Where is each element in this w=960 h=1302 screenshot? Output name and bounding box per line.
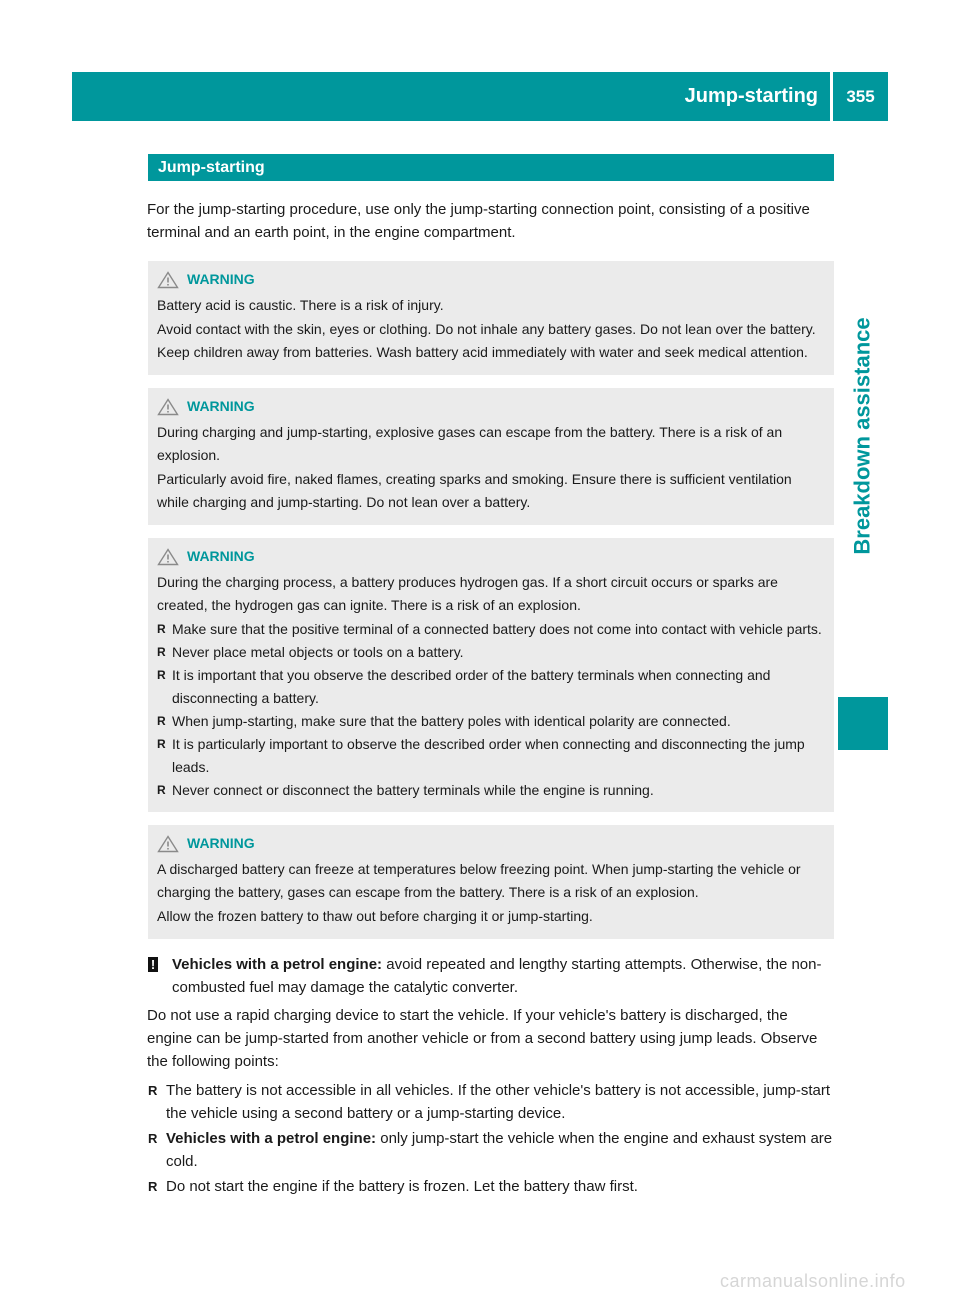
- warning-label: WARNING: [187, 398, 255, 414]
- warning-box-1: [148, 261, 834, 375]
- chapter-tab: [838, 121, 888, 751]
- header-title: Jump-starting: [684, 85, 818, 107]
- caution-note: [148, 953, 834, 999]
- warning-label: WARNING: [187, 835, 255, 851]
- bullet-marker: R: [157, 783, 166, 797]
- warning-heading: [157, 395, 825, 418]
- page-number: 355: [846, 86, 875, 106]
- bullet-marker: R: [148, 1179, 158, 1194]
- warning-label: WARNING: [187, 548, 255, 564]
- bullet-marker: R: [157, 622, 166, 636]
- bullet-marker: R: [148, 1083, 158, 1098]
- warning-bullet: R It is particularly important to observe the described order when connecting and disconnecting the jump leads.: [157, 733, 825, 779]
- warning-text: During charging and jump-starting, explosive gases can escape from the battery. There is a risk of an explosion.: [157, 424, 783, 463]
- bullet-marker: R: [157, 668, 166, 682]
- chapter-tab-label: Breakdown assistance: [850, 317, 876, 555]
- warning-triangle-icon: [157, 271, 179, 289]
- bullet-marker: R: [148, 1131, 158, 1146]
- bullet-marker: R: [157, 645, 166, 659]
- warning-text: During the charging process, a battery produces hydrogen gas. If a short circuit occurs or sparks are created, the hydrogen gas can ignite. There is a risk of an explosion.: [157, 574, 778, 613]
- warning-bullet: R It is important that you observe the described order of the battery terminals when connecting and disconnecting a battery.: [157, 664, 825, 710]
- warning-bullet: R Never place metal objects or tools on a battery.: [157, 641, 825, 664]
- list-item: R Vehicles with a petrol engine: only jump-start the vehicle when the engine and exhaust system are cold.: [148, 1127, 834, 1173]
- warning-box-4: [148, 825, 834, 939]
- exclamation-icon: !: [148, 957, 158, 972]
- list-item: R Do not start the engine if the battery is frozen. Let the battery thaw first.: [148, 1175, 834, 1198]
- warning-heading: [157, 832, 825, 855]
- warning-bullet: R Never connect or disconnect the battery terminals while the engine is running.: [157, 779, 825, 802]
- warning-text: Particularly avoid fire, naked flames, creating sparks and smoking. Ensure there is sufficient ventilation while charging and jump-starting. Do not lean over a battery.: [157, 471, 792, 510]
- warning-text: A discharged battery can freeze at temperatures below freezing point. When jump-starting the vehicle or charging the battery, gases can escape from the battery. There is a risk of an explosion.: [157, 861, 801, 900]
- watermark: carmanualsonline.info: [720, 1271, 906, 1291]
- intro-paragraph: For the jump-starting procedure, use only the jump-starting connection point, consisting of a positive terminal and an earth point, in the engine compartment.: [147, 201, 810, 241]
- warning-triangle-icon: [157, 548, 179, 566]
- list-item: R The battery is not accessible in all vehicles. If the other vehicle's battery is not accessible, jump-start the vehicle using a second battery or a jump-starting device.: [148, 1079, 834, 1125]
- warning-bullet: R Make sure that the positive terminal of a connected battery does not come into contact with vehicle parts.: [157, 618, 825, 641]
- section-title: Jump-starting: [148, 154, 834, 181]
- chapter-marker: [838, 697, 888, 750]
- bullet-marker: R: [157, 714, 166, 728]
- warning-triangle-icon: [157, 398, 179, 416]
- page-header: [72, 72, 888, 121]
- warning-bullet: R When jump-starting, make sure that the battery poles with identical polarity are connected.: [157, 710, 825, 733]
- warning-heading: [157, 268, 825, 291]
- warning-triangle-icon: [157, 835, 179, 853]
- warning-heading: [157, 545, 825, 568]
- page-content: [148, 154, 834, 1200]
- warning-box-3: [148, 538, 834, 812]
- warning-label: WARNING: [187, 271, 255, 287]
- warning-text: Battery acid is caustic. There is a risk of injury.: [157, 297, 444, 313]
- warning-text: Allow the frozen battery to thaw out before charging it or jump-starting.: [157, 908, 593, 924]
- warning-text: Avoid contact with the skin, eyes or clothing. Do not inhale any battery gases. Do not lean over the battery. Keep children away from batteries. Wash battery acid immediately with water and seek medical attention.: [157, 321, 816, 360]
- warning-box-2: [148, 388, 834, 525]
- body-paragraph: Do not use a rapid charging device to start the vehicle. If your vehicle's battery is discharged, the engine can be jump-started from another vehicle or from a second battery using jump leads. Observe the following points:: [147, 1007, 818, 1070]
- caution-text: Vehicles with a petrol engine: avoid repeated and lengthy starting attempts. Otherwise, the non-combusted fuel may damage the catalytic converter.: [172, 956, 822, 996]
- bullet-marker: R: [157, 737, 166, 751]
